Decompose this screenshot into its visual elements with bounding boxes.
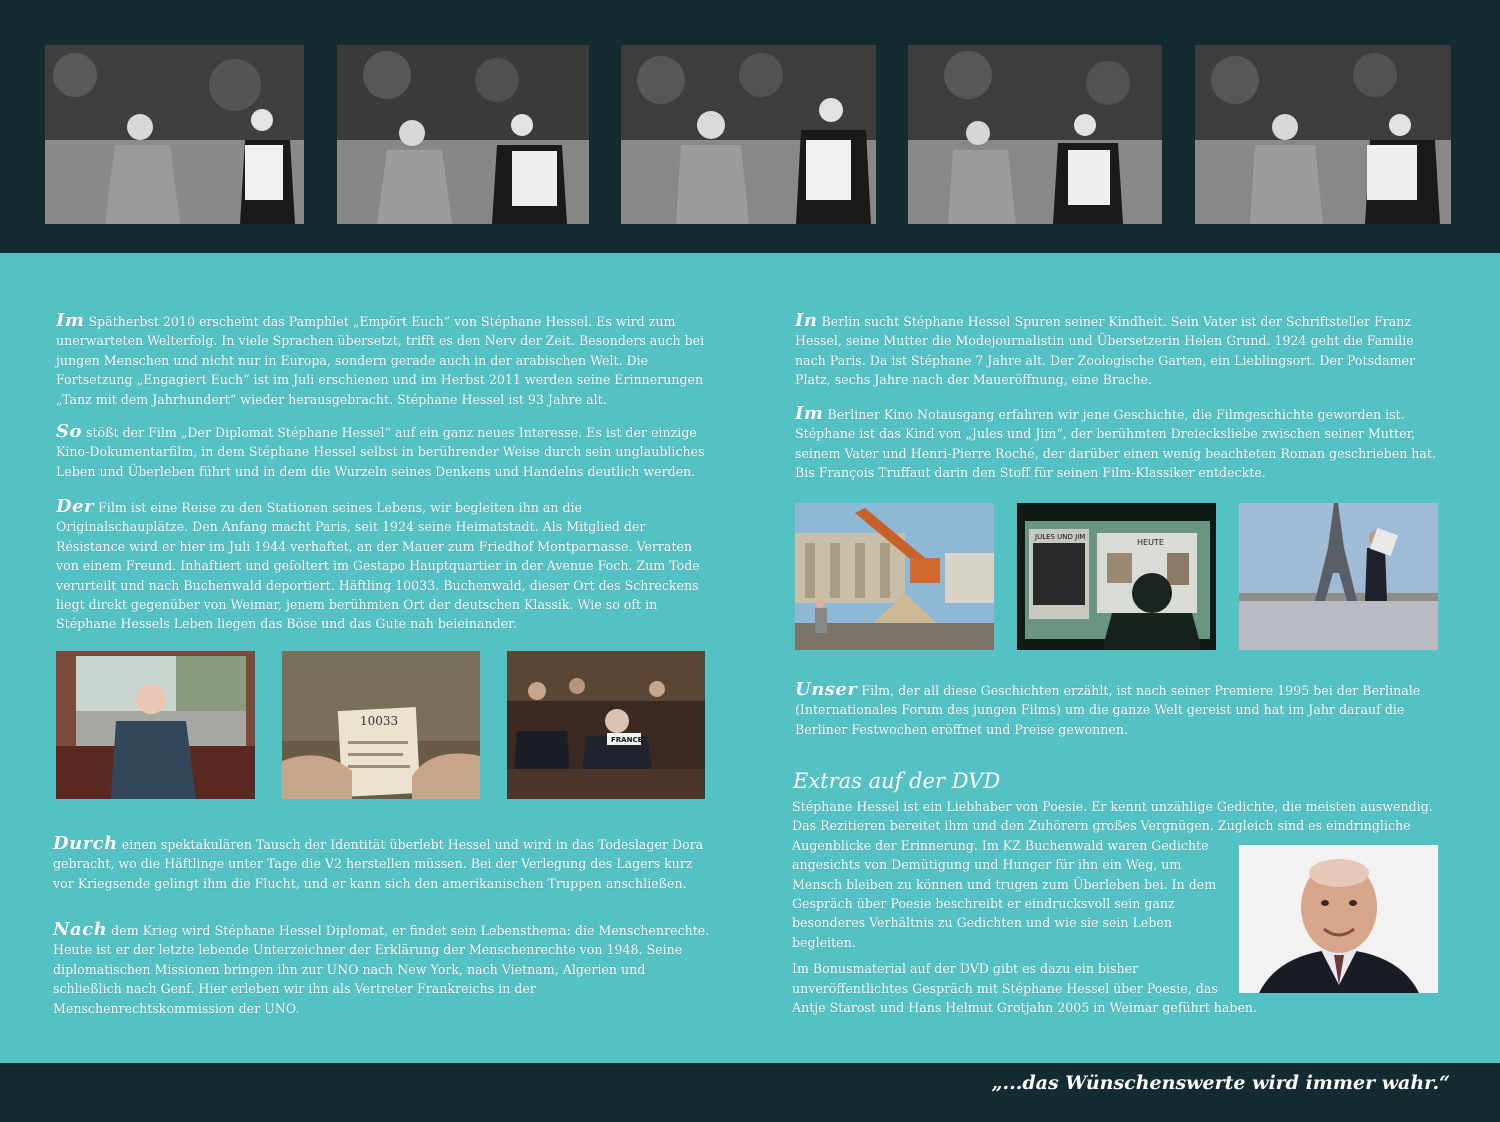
- paragraph-text: Berlin sucht Stéphane Hessel Spuren seiner Kindheit. Sein Vater ist der Schriftsteller Franz Hessel, seine Mutter die Modejournalistin und Übersetzerin Helen Grund. 1924 geht die Familie nach Paris. Da ist Stéphane 7 Jahre alt. Der Zoologische Garten, ein Lieblingsort. Der Potsdamer Platz, sechs Jahre nach der Maueröffnung, eine Brache.: [795, 314, 1416, 388]
- film-still-5: [1195, 45, 1451, 224]
- film-still-1: [45, 45, 304, 224]
- drop-initial: So: [56, 421, 83, 442]
- heute-sign: HEUTE: [1137, 538, 1164, 547]
- paragraph-text: Film ist eine Reise zu den Stationen seines Lebens, wir begleiten ihn an die Originalschauplätze. Den Anfang macht Paris, seit 1924 seine Heimatstadt. Als Mitglied der Résistance wird er hier im Juli 1944 verhaftet, an der Mauer zum Friedhof Montparnasse. Verraten von einem Freund. Inhaftiert und gefoltert im Gestapo Hauptquartier in der Avenue Foch. Zum Tode verurteilt und nach Buchenwald deportiert. Häftling 10033. Buchenwald, dieser Ort des Schreckens liegt direkt gegenüber von Weimar, jenem berühmten Ort der deutschen Klassik. Wie so oft in Stéphane Hessels Leben liegen das Böse und das Gute nah beieinander.: [56, 500, 700, 632]
- premiere-paragraph: [795, 680, 1445, 739]
- card-number-label: 10033: [360, 714, 399, 728]
- construction-site-photo: [795, 503, 994, 650]
- jules-und-jim-sign: JULES UND JIM: [1035, 533, 1086, 541]
- film-still-2: [337, 45, 589, 224]
- berlin-childhood-paragraph: [795, 311, 1445, 390]
- paragraph-text: stößt der Film „Der Diplomat Stéphane Hessel“ auf ein ganz neues Interesse. Es ist der einzige Kino-Dokumentarfilm, in dem Stéphane Hessel selbst in berührender Weise durch sein unglaubliches Leben und Überleben führt und in dem die Wurzeln seines Denkens und Handelns deutlich werden.: [56, 425, 705, 479]
- closing-quote: „...das Wünschenswerte wird immer wahr.“: [991, 1072, 1450, 1094]
- drop-initial: Durch: [53, 833, 118, 854]
- eiffel-tower-photo: [1239, 503, 1438, 650]
- france-sign-label: FRANCE: [611, 736, 643, 744]
- drop-initial: Im: [795, 403, 824, 424]
- extras-heading: Extras auf der DVD: [793, 769, 1001, 793]
- un-delegation-photo: [507, 651, 705, 799]
- paragraph-text: Spätherbst 2010 erscheint das Pamphlet „Empört Euch“ von Stéphane Hessel. Es wird zum unerwarteten Welterfolg. In viele Sprachen übersetzt, trifft es den Nerv der Zeit. Besonders auch bei jungen Menschen und nicht nur in Europa, sondern gerade auch in der arabischen Welt. Die Fortsetzung „Engagiert Euch“ ist im Juli erschienen und im Herbst 2011 werden seine Erinnerungen „Tanz mit dem Jahrhundert“ wieder herausgebracht. Stéphane Hessel ist 93 Jahre alt.: [56, 314, 705, 407]
- film-still-4: [908, 45, 1162, 224]
- paragraph-text: Im Bonusmaterial auf der DVD gibt es dazu ein bisher unveröffentlichtes Gespräch mit Stéphane Hessel über Poesie, das Antje Starost und Hans Helmut Grotjahn 2005 in Weimar geführt haben.: [792, 961, 1258, 1016]
- prisoner-card-photo: [282, 651, 480, 799]
- paragraph-text: Film, der all diese Geschichten erzählt, ist nach seiner Premiere 1995 bei der Berlinale (Internationales Forum des jungen Films) um die ganze Welt gereist und hat im Jahr darauf die Berliner Festwochen eröffnet und Preise gewonnen.: [795, 683, 1421, 737]
- intro-paragraph: [56, 311, 716, 409]
- film-interest-paragraph: [56, 422, 716, 481]
- extras-paragraph: [792, 797, 1447, 1017]
- identity-swap-paragraph: [53, 834, 716, 893]
- drop-initial: Im: [56, 310, 85, 331]
- paragraph-text: Stéphane Hessel ist ein Liebhaber von Poesie. Er kennt unzählige Gedichte, die meisten auswendig. Das Rezitieren bereitet ihm und den Zuhörern großes Vergnügen. Zugleich sind es eindringliche Augenblicke der Erinnerung. Im KZ Buchenwald waren Gedichte angesichts von Demütigung und Hunger für ihn ein Weg, um Mensch bleiben zu können und trugen zum Überleben bei. In dem Gespräch über Poesie beschreibt er eindrucksvoll sein ganz besonderes Verhältnis zu Gedichten und wie sie sein Leben begleiten.: [792, 799, 1433, 950]
- journey-paragraph: [56, 497, 716, 634]
- drop-initial: Unser: [795, 679, 858, 700]
- cinema-window-photo: [1017, 503, 1216, 650]
- drop-initial: In: [795, 310, 818, 331]
- drop-initial: Nach: [53, 919, 108, 940]
- paragraph-text: dem Krieg wird Stéphane Hessel Diplomat, er findet sein Lebensthema: die Menschenrechte. Heute ist er der letzte lebende Unterzeichner der Erklärung der Menschenrechte von 1948. Seine diplomatischen Missionen bringen ihn zur UNO nach New York, nach Vietnam, Algerien und schließlich nach Genf. Hier erleben wir ihn als Vertreter Frankreichs in der Menschenrechtskommission der UNO.: [53, 923, 710, 1016]
- jules-und-jim-paragraph: [795, 404, 1445, 483]
- train-window-photo: [56, 651, 255, 799]
- film-still-3: [621, 45, 876, 224]
- drop-initial: Der: [56, 496, 95, 517]
- diplomat-paragraph: [53, 920, 716, 1018]
- paragraph-text: einen spektakulären Tausch der Identität überlebt Hessel und wird in das Todeslager Dora gebracht, wo die Häftlinge unter Tage die V2 herstellen müssen. Bei der Verlegung des Lagers kurz vor Kriegsende gelingt ihm die Flucht, und er kann sich den amerikanischen Truppen anschließen.: [53, 837, 704, 891]
- paragraph-text: Berliner Kino Notausgang erfahren wir jene Geschichte, die Filmgeschichte geworden ist. Stéphane ist das Kind von „Jules und Jim“, der berühmten Dreiecksliebe zwischen seiner Mutter, seinem Vater und Henri-Pierre Roché, der darüber einen wenig beachteten Roman geschrieben hat. Bis François Truffaut darin den Stoff für seinen Film-Klassiker entdeckte.: [795, 407, 1436, 481]
